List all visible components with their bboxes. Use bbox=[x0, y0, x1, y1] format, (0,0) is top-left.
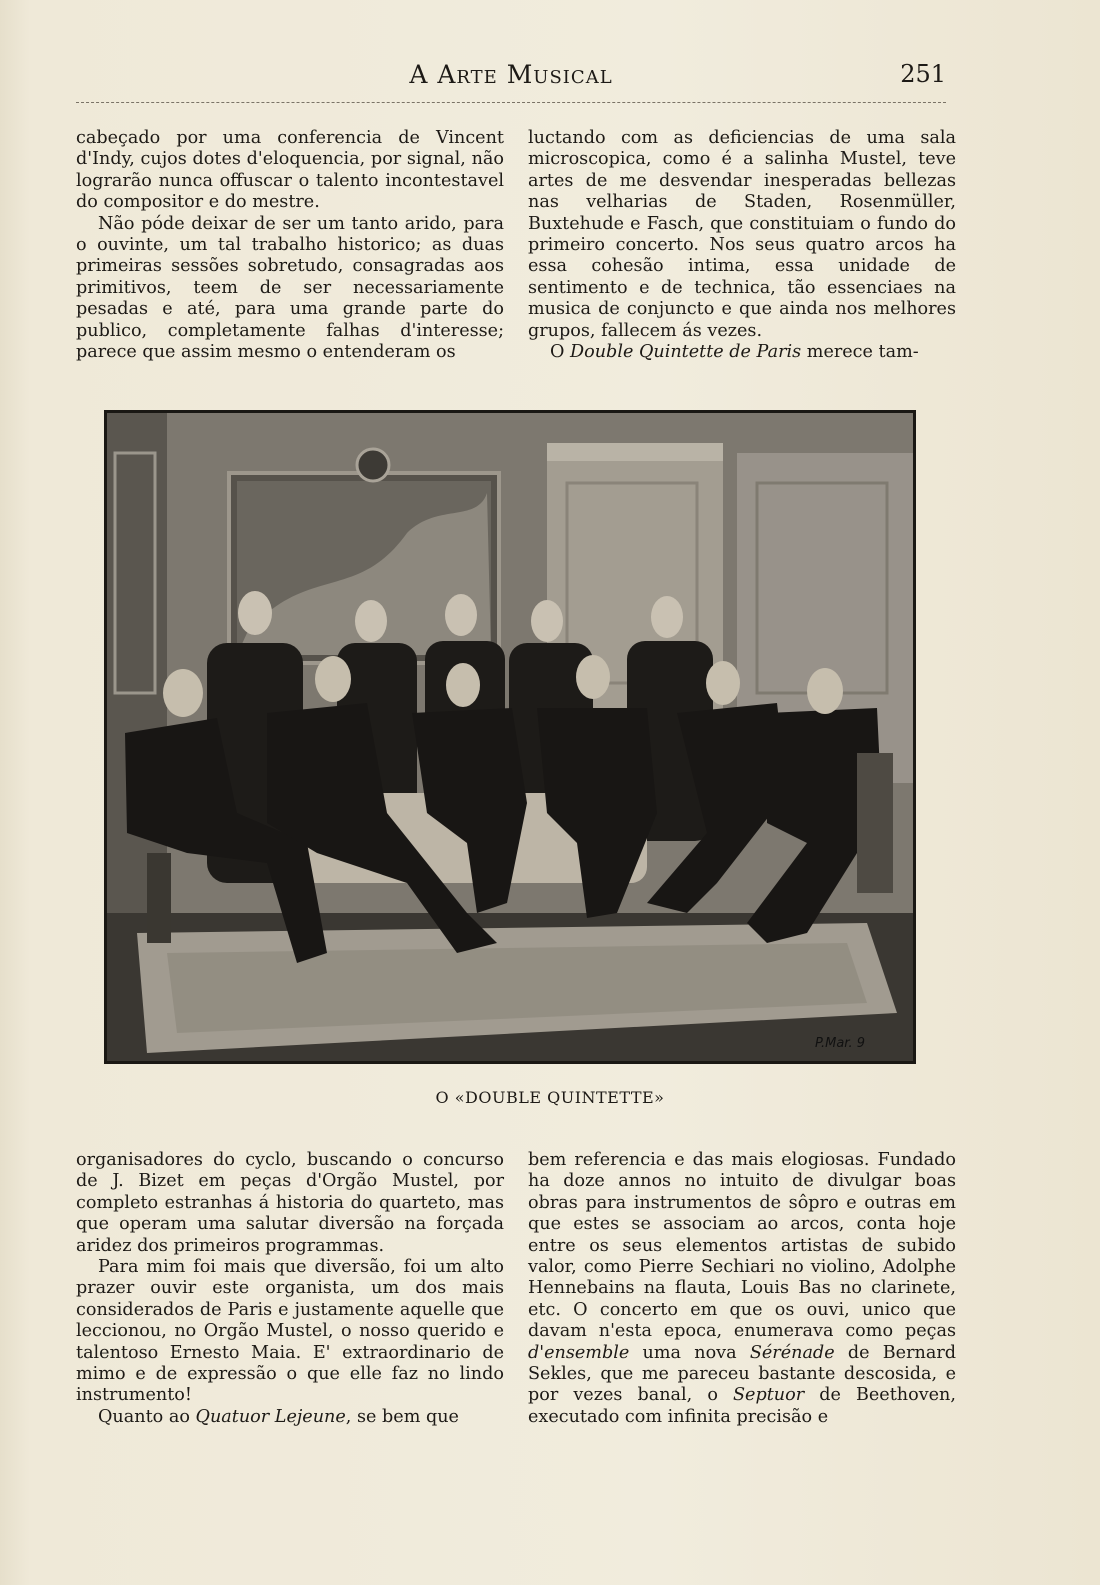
paragraph: organisadores do cyclo, buscando o concurso de J. Bizet em peças d'Orgão Mustel, por completo estranhas á historia do quarteto, mas que operam uma salutar diversão na forçada aridez dos primeiros programmas. bbox=[76, 1150, 504, 1256]
text-run: merece tam- bbox=[801, 342, 919, 363]
paragraph bbox=[528, 342, 956, 363]
header-rule bbox=[76, 102, 946, 104]
bottom-text-columns bbox=[76, 1150, 956, 1428]
text-run: uma nova bbox=[629, 1342, 750, 1363]
photo-illustration bbox=[107, 413, 913, 1061]
text-run: de Bernard Sekles, que me pareceu bastante descosida, e por vezes banal, o bbox=[528, 1342, 956, 1406]
paragraph: Para mim foi mais que diversão, foi um alto prazer ouvir este organista, um dos mais considerados de Paris e justamente aquelle que leccionou, no Orgão Mustel, o nosso querido e talentoso Ernesto Maia. E' extraordinario de mimo e de expressão o que elle faz no lindo instrumento! bbox=[76, 1257, 504, 1406]
paragraph bbox=[528, 1150, 956, 1428]
emphasis-text: d'ensemble bbox=[528, 1342, 630, 1363]
running-title: A Arte Musical bbox=[409, 60, 613, 89]
text-run: O bbox=[550, 342, 571, 363]
page-header bbox=[76, 58, 946, 92]
emphasis-text: Septuor bbox=[733, 1385, 805, 1406]
paragraph: cabeçado por uma conferencia de Vincent d'Indy, cujos dotes d'eloquencia, por signal, não lograrão nunca offuscar o talento incontestavel do compositor e do mestre. bbox=[76, 128, 504, 213]
bottom-right-column bbox=[528, 1150, 956, 1428]
group-photograph bbox=[104, 410, 916, 1064]
emphasis-text: Double Quintette de Paris bbox=[570, 342, 802, 363]
photo-caption: O «DOUBLE QUINTETTE» bbox=[435, 1088, 665, 1107]
paragraph bbox=[76, 1407, 504, 1428]
photographer-signature: P.Mar. 9 bbox=[814, 1036, 865, 1051]
top-right-column bbox=[528, 128, 956, 363]
page-number: 251 bbox=[900, 60, 946, 88]
paragraph: Não póde deixar de ser um tanto arido, para o ouvinte, um tal trabalho historico; as duas primeiras sessões sobretudo, consagradas aos primitivos, teem de ser necessariamente pesadas e até, para uma grande parte do publico, completamente falhas d'interesse; parece que assim mesmo o entenderam os bbox=[76, 213, 504, 363]
text-run: bem referencia e das mais elogiosas. Fundado ha doze annos no intuito de divulgar boas obras para instrumentos de sôpro e outras em que estes se associam ao arcos, conta hoje entre os seus elementos artistas de subido valor, como Pierre Sechiari no violino, Adolphe Hennebains na flauta, Louis Bas no clarinete, etc. O concerto em que os ouvi, unico que davam n'esta epoca, enumerava como peças bbox=[528, 1150, 956, 1342]
text-run: de Beethoven, executado com infinita precisão e bbox=[528, 1385, 956, 1427]
emphasis-text: Sérénade bbox=[749, 1342, 835, 1363]
paragraph: luctando com as deficiencias de uma sala microscopica, como é a salinha Mustel, teve artes de me desvendar inesperadas bellezas nas velharias de Staden, Rosenmüller, Buxtehude e Fasch, que constituiam o fundo do primeiro concerto. Nos seus quatro arcos ha essa cohesão intima, essa unidade de sentimento e de technica, tão essenciaes na musica de conjuncto e que ainda nos melhores grupos, fallecem ás vezes. bbox=[528, 128, 956, 341]
emphasis-text: Quatuor Lejeune bbox=[195, 1406, 346, 1427]
text-run: , se bem que bbox=[345, 1406, 459, 1427]
text-run: Quanto ao bbox=[98, 1406, 196, 1427]
top-text-columns bbox=[76, 128, 956, 363]
top-left-column bbox=[76, 128, 504, 363]
bottom-left-column bbox=[76, 1150, 504, 1428]
